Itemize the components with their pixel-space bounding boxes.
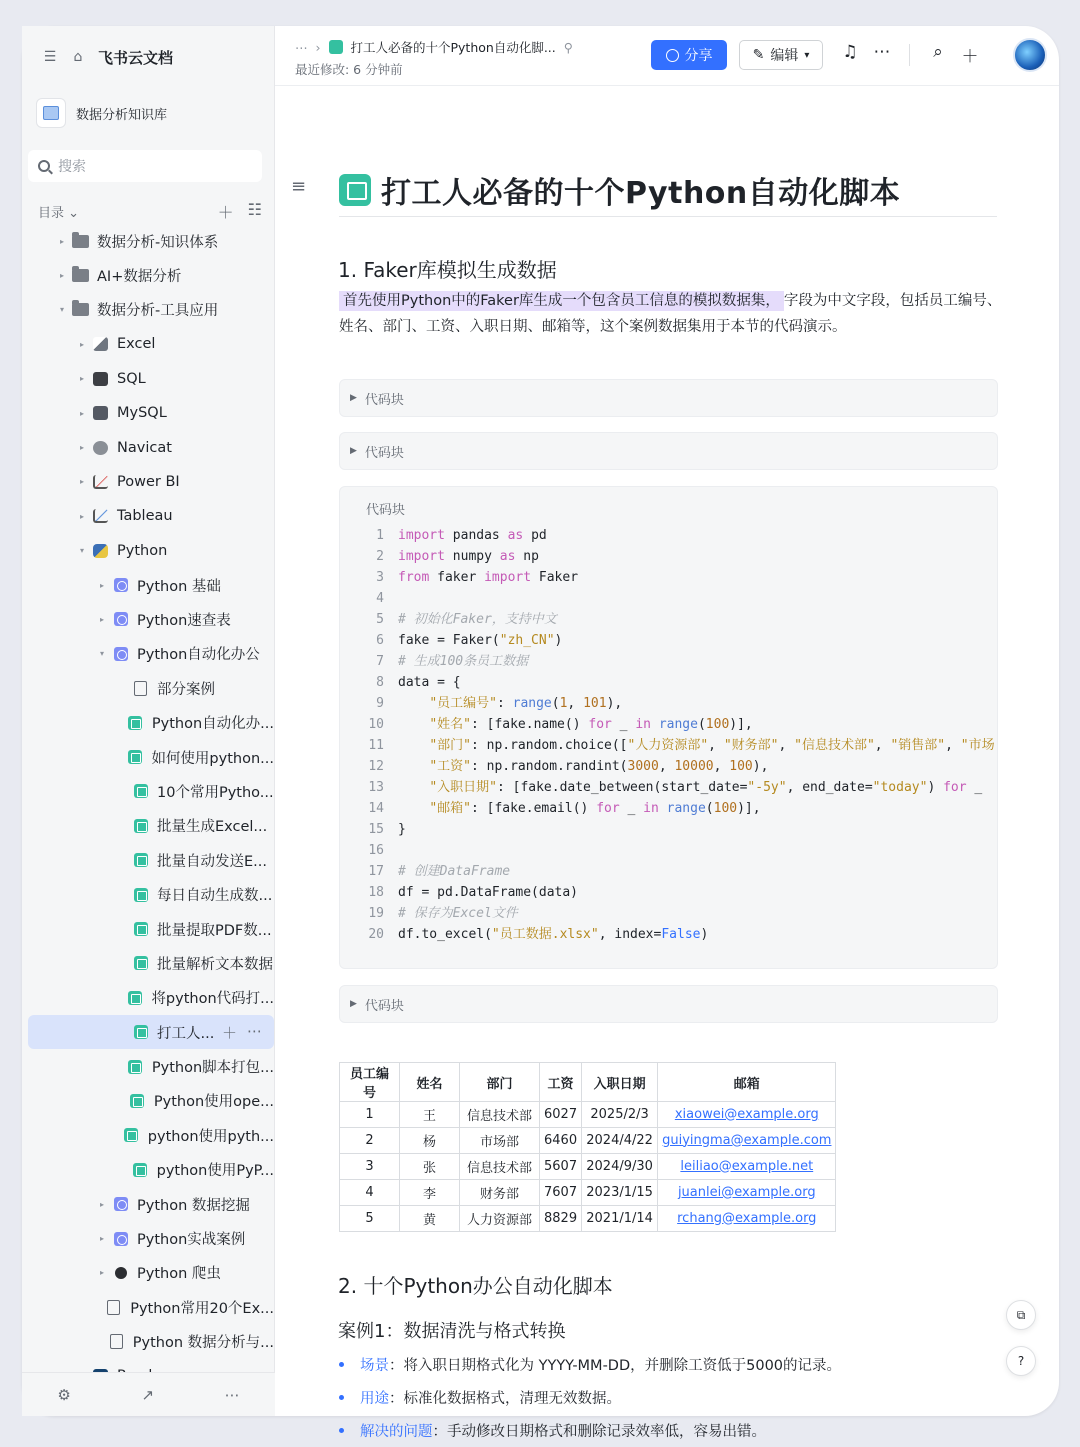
sidebar-search[interactable] [28, 150, 262, 182]
wiki-icon [112, 646, 129, 661]
tree-item-label: Python自动化办... [151, 716, 274, 733]
sidebar-tree-item[interactable] [28, 740, 274, 774]
pencil-icon: ✎ [752, 47, 765, 63]
mysql-icon [92, 406, 109, 421]
collapse-sidebar-icon[interactable]: ☰ [43, 49, 57, 65]
more-icon[interactable]: ⋯ [224, 1385, 240, 1404]
bullet-item[interactable] [339, 1348, 841, 1381]
bullet-dot [339, 1428, 344, 1433]
expand-toggle-icon[interactable]: ▸ [99, 614, 104, 624]
code-content: 1 import pandas as pd 2 import numpy as np 3 from faker import Faker 4 5 # 初始化Faker，支持中文 6 fake = Faker("zh_CN") 7 # 生成100条员工数据 8 data = { 9 "员工编号": range(1, 101), 10 "姓名": [fake.name() for _ in range(100)], 11 "部门": np.random.choice(["人力资源部", "财务部", "信息技术部", "销售部", "市场 12 "工资": np.random.randint(3000, 10000, 100), 13 "入职日期": [fake.date_between(start_date="-5y", end_date="today") for _ 14 "邮箱": [fake.email() for _ in range(100)], 15 } 16 17 # 创建DataFrame 18 df = pd.DataFrame(data) 19 # 保存为Excel文件 20 df.to_excel("员工数据.xlsx", index=False) [368, 528, 995, 942]
sidebar-tree-item[interactable] [28, 327, 274, 361]
folder-icon [72, 268, 89, 283]
toc-label[interactable]: 目录 ⌄ [38, 206, 80, 221]
knowledge-base-name: 数据分析知识库 [76, 107, 168, 123]
table-cell: 6460 [540, 1128, 582, 1154]
sidebar-tree-item[interactable] [28, 912, 274, 946]
sql-icon [92, 371, 109, 386]
doc-icon [127, 715, 144, 730]
sidebar-tree-item[interactable] [28, 293, 274, 327]
wiki-icon [112, 578, 129, 593]
sidebar-tree-item[interactable] [28, 396, 274, 430]
home-icon[interactable]: ⌂ [73, 49, 83, 65]
navicat-icon [92, 440, 109, 455]
tree-item-label: Python 数据分析与... [132, 1335, 274, 1352]
folder-icon [72, 234, 89, 249]
expand-toggle-icon[interactable]: ▾ [59, 305, 64, 315]
column-header: 部门 [460, 1063, 540, 1102]
doc-icon [132, 1162, 149, 1177]
email-link[interactable]: juanlei@example.org [658, 1180, 836, 1206]
email-link[interactable]: xiaowei@example.org [658, 1102, 836, 1128]
expand-toggle-icon[interactable]: ▸ [79, 408, 84, 418]
highlighted-text: 首先使用Python中的Faker库生成一个包含员工信息的模拟数据集， [339, 291, 784, 311]
table-header-row [340, 1063, 836, 1102]
bullet-text: 将入职日期格式化为 YYYY-MM-DD，并删除工资低于5000的记录。 [403, 1358, 842, 1374]
expand-toggle-icon[interactable]: ▸ [79, 339, 84, 349]
tree-item-label: Python脚本打包... [151, 1060, 274, 1077]
sidebar-tree-item[interactable] [28, 430, 274, 464]
avatar[interactable] [1013, 38, 1047, 72]
table-cell: 7607 [540, 1180, 582, 1206]
paragraph-text: 字段为中文字段，包括员工编号、姓名、部门、工资、入职日期、邮箱等，这个案例数据集用于本节的代码演示。 [339, 293, 1002, 335]
collapsed-code-block[interactable] [339, 432, 998, 470]
tree-item-label: 批量生成Excel... [157, 819, 268, 836]
table-cell: 信息技术部 [460, 1102, 540, 1128]
doc-tree [28, 224, 274, 1393]
bullet-text: 手动修改日期格式和删除记录效率低，容易出错。 [447, 1424, 766, 1440]
tree-item-label: 将python代码打... [151, 991, 274, 1008]
wiki-icon [112, 612, 129, 627]
bell-icon[interactable]: ♫ [842, 42, 858, 62]
tableau-icon [92, 509, 109, 524]
table-cell: 2024/9/30 [582, 1154, 658, 1180]
doc-icon [132, 1025, 149, 1040]
bullet-key: 场景 [360, 1358, 389, 1374]
search-icon[interactable]: ⌕ [933, 42, 943, 62]
sidebar-tree-item[interactable] [28, 1049, 274, 1083]
share-button[interactable] [651, 40, 727, 70]
email-link[interactable]: leiliao@example.net [658, 1154, 836, 1180]
breadcrumb-more-icon[interactable]: ⋯ [295, 39, 308, 55]
breadcrumb [295, 38, 573, 56]
column-header: 邮箱 [658, 1063, 836, 1102]
table-cell: 1 [340, 1102, 400, 1128]
expand-toggle-icon[interactable]: ▸ [79, 374, 84, 384]
sidebar-tree-item[interactable] [28, 1015, 274, 1049]
doc-title[interactable]: 打工人必备的十个Python自动化脚本 [381, 176, 901, 211]
tree-item-label: 数据分析-工具应用 [97, 303, 219, 320]
doc-icon [126, 750, 143, 765]
table-cell: 张 [400, 1154, 460, 1180]
expand-icon: ▶ [350, 999, 357, 1009]
more-options-icon[interactable]: ⋯ [873, 42, 891, 62]
tree-item-label: 部分案例 [157, 681, 215, 698]
expand-toggle-icon[interactable]: ▸ [79, 443, 84, 453]
toc-list-icon[interactable]: ☷ [247, 200, 262, 219]
tree-item-label: Tableau [117, 508, 173, 525]
doc-icon [132, 784, 149, 799]
doc-icon [132, 853, 149, 868]
bullet-colon: ： [389, 1391, 404, 1407]
tree-item-label: Python 数据挖掘 [137, 1197, 250, 1214]
bullet-item[interactable] [339, 1381, 841, 1414]
page-icon [105, 1300, 122, 1315]
edit-mode-button[interactable] [739, 40, 823, 70]
table-row [340, 1154, 836, 1180]
sidebar-top [42, 44, 173, 70]
code-block-label: 代码块 [366, 503, 406, 518]
knowledge-base-icon [36, 98, 66, 128]
doc-icon [127, 1059, 144, 1074]
intro-paragraph[interactable] [339, 288, 1004, 340]
doc-title-row [339, 168, 900, 212]
sidebar-tree-item[interactable] [28, 1084, 274, 1118]
chevron-down-icon: ▾ [804, 49, 810, 61]
tree-item-label: Python自动化办公 [137, 647, 260, 664]
email-link[interactable]: guiyingma@example.com [658, 1128, 836, 1154]
search-placeholder: 搜索 [58, 159, 86, 175]
tree-item-label: Navicat [117, 439, 172, 456]
table-cell: 市场部 [460, 1128, 540, 1154]
tree-item-label: 数据分析-知识体系 [97, 234, 219, 251]
share-label: 分享 [684, 48, 713, 64]
doc-icon[interactable] [339, 174, 371, 206]
sidebar-tree-item[interactable] [28, 465, 274, 499]
bullet-dot [339, 1395, 344, 1400]
last-modified: 最近修改: 6 分钟前 [295, 62, 403, 77]
app-brand: 飞书云文档 [98, 48, 174, 67]
sidebar-tree-item[interactable] [28, 499, 274, 533]
copy-link-icon[interactable]: ⧉ [1006, 1300, 1036, 1330]
page-icon [108, 1334, 125, 1349]
sidebar-tree-item[interactable] [28, 637, 274, 671]
collapsed-code-block[interactable] [339, 379, 998, 417]
bullet-key: 解决的问题 [360, 1424, 433, 1440]
table-cell: 2025/2/3 [582, 1102, 658, 1128]
breadcrumb-title[interactable]: 打工人必备的十个Python自动化脚... [350, 40, 556, 55]
sidebar-tree-item[interactable] [28, 981, 274, 1015]
doc-body [275, 86, 1059, 1440]
tree-item-label: 批量自动发送E... [157, 853, 267, 870]
doc-icon [132, 956, 149, 971]
add-child-icon[interactable]: ＋ [221, 1023, 237, 1042]
sidebar-tree-item[interactable] [28, 774, 274, 808]
tree-item-label: 如何使用python... [151, 750, 274, 767]
spider-icon [112, 1265, 129, 1280]
expand-toggle-icon[interactable]: ▸ [79, 477, 84, 487]
table-cell: 2 [340, 1128, 400, 1154]
table-cell: 2023/1/15 [582, 1180, 658, 1206]
expand-icon: ▶ [350, 393, 357, 403]
column-header: 姓名 [400, 1063, 460, 1102]
table-cell: 杨 [400, 1128, 460, 1154]
pin-icon[interactable]: ⚲ [563, 39, 573, 55]
section-heading-1[interactable]: 1. Faker库模拟生成数据 [338, 258, 557, 282]
expand-toggle-icon[interactable]: ▸ [99, 580, 104, 590]
sidebar-tree-item[interactable] [28, 1153, 274, 1187]
python-icon [92, 543, 109, 558]
tree-item-label: MySQL [117, 405, 167, 422]
sidebar-footer [22, 1372, 275, 1416]
doc-header [275, 26, 1059, 86]
table-cell: 2024/4/22 [582, 1128, 658, 1154]
chevron-right-icon: › [315, 39, 321, 55]
excel-icon [92, 337, 109, 352]
sidebar-tree-item[interactable] [28, 362, 274, 396]
expand-toggle-icon[interactable]: ▸ [59, 271, 64, 281]
column-header: 工资 [540, 1063, 582, 1102]
help-icon[interactable]: ? [1006, 1346, 1036, 1376]
sidebar-tree-item[interactable] [28, 843, 274, 877]
settings-icon[interactable]: ⚙ [57, 1385, 71, 1404]
powerbi-icon [92, 474, 109, 489]
outline-icon[interactable]: ≡ [291, 176, 307, 197]
doc-icon [132, 887, 149, 902]
app-window [22, 26, 1059, 1440]
table-cell: 财务部 [460, 1180, 540, 1206]
expand-toggle-icon[interactable]: ▸ [99, 1268, 104, 1278]
bullet-colon: ： [389, 1358, 404, 1374]
add-icon[interactable]: ＋ [217, 203, 234, 222]
sidebar-tree-item[interactable] [28, 671, 274, 705]
tree-item-label: 批量提取PDF数... [157, 922, 272, 939]
share-out-icon[interactable]: ↗ [141, 1385, 155, 1404]
case-heading[interactable]: 案例1：数据清洗与格式转换 [338, 1321, 566, 1342]
bullet-list [339, 1348, 841, 1447]
sidebar-tree-item[interactable] [28, 1325, 274, 1359]
table-row [340, 1180, 836, 1206]
column-header: 入职日期 [582, 1063, 658, 1102]
sidebar-tree-item[interactable] [28, 705, 274, 739]
expand-toggle-icon[interactable]: ▸ [99, 1234, 104, 1244]
table-row [340, 1206, 836, 1232]
table-cell: 信息技术部 [460, 1154, 540, 1180]
sidebar-tree-item[interactable] [28, 1118, 274, 1152]
bullet-colon: ： [432, 1424, 447, 1440]
expand-toggle-icon[interactable]: ▸ [99, 1199, 104, 1209]
doc-icon [132, 818, 149, 833]
table-cell: 6027 [540, 1102, 582, 1128]
table-cell: 人力资源部 [460, 1206, 540, 1232]
tree-item-label: 批量解析文本数据 [157, 956, 273, 973]
table-row [340, 1128, 836, 1154]
more-icon[interactable]: ⋯ [247, 1021, 262, 1040]
tree-item-label: Python速查表 [137, 612, 231, 629]
doc-icon [123, 1128, 140, 1143]
sidebar [22, 26, 275, 1416]
sidebar-tree-item[interactable] [28, 1256, 274, 1290]
code-block-label: 代码块 [364, 998, 404, 1014]
tree-item-label: Python使用ope... [153, 1094, 274, 1111]
table-cell: 3 [340, 1154, 400, 1180]
sidebar-tree-item[interactable] [28, 1290, 274, 1324]
expand-toggle-icon[interactable]: ▾ [99, 649, 104, 659]
employee-table [339, 1062, 836, 1232]
bullet-key: 用途 [360, 1391, 389, 1407]
column-header: 员工编号 [340, 1063, 400, 1102]
table-row [340, 1102, 836, 1128]
code-block[interactable] [339, 486, 998, 969]
tree-item-label: Python [117, 542, 168, 559]
tree-item-label: python使用pyth... [147, 1128, 274, 1145]
table-cell: 4 [340, 1180, 400, 1206]
toc-header [38, 200, 262, 223]
table-cell: 8829 [540, 1206, 582, 1232]
sidebar-tree-item[interactable] [28, 602, 274, 636]
expand-toggle-icon[interactable]: ▾ [79, 546, 84, 556]
tree-item-label: python使用PyP... [156, 1163, 274, 1180]
doc-icon [129, 1093, 146, 1108]
section-heading-2[interactable]: 2. 十个Python办公自动化脚本 [338, 1274, 613, 1298]
table-cell: 黄 [400, 1206, 460, 1232]
page-icon [132, 681, 149, 696]
header-divider [909, 44, 910, 66]
tree-item-label: Python常用20个Ex... [130, 1300, 274, 1317]
table-cell: 5607 [540, 1154, 582, 1180]
tree-item-label: Python 爬虫 [137, 1266, 221, 1283]
expand-toggle-icon[interactable]: ▸ [79, 511, 84, 521]
new-icon[interactable]: ＋ [961, 47, 979, 67]
sidebar-tree-item[interactable] [28, 1221, 274, 1255]
expand-icon: ▶ [350, 446, 357, 456]
sidebar-tree-item[interactable] [28, 534, 274, 568]
wiki-icon [112, 1197, 129, 1212]
globe-icon [666, 49, 679, 62]
sidebar-tree-item[interactable] [28, 809, 274, 843]
table-cell: 5 [340, 1206, 400, 1232]
sidebar-tree-item[interactable] [28, 1187, 274, 1221]
table-cell: 王 [400, 1102, 460, 1128]
sidebar-tree-item[interactable] [28, 224, 274, 258]
folder-icon [72, 302, 89, 317]
doc-icon [126, 990, 143, 1005]
bullet-text: 标准化数据格式，清理无效数据。 [403, 1391, 621, 1407]
knowledge-base-header[interactable] [36, 98, 167, 128]
edit-label: 编辑 [770, 48, 799, 64]
tree-item-label: Python 基础 [137, 578, 221, 595]
wiki-icon [112, 1231, 129, 1246]
doc-icon [132, 922, 149, 937]
sidebar-tree-item[interactable] [28, 568, 274, 602]
search-icon [38, 160, 50, 172]
table-cell: 2021/1/14 [582, 1206, 658, 1232]
tree-item-label: AI+数据分析 [97, 269, 182, 286]
expand-toggle-icon[interactable]: ▸ [59, 236, 64, 246]
bullet-dot [339, 1362, 344, 1367]
table-cell: 李 [400, 1180, 460, 1206]
tree-item-label: Excel [117, 336, 156, 353]
tree-item-label: SQL [117, 370, 146, 387]
tree-item-label: 每日自动生成数... [157, 888, 273, 905]
tree-item-label: 打工人... [157, 1025, 215, 1042]
code-block-label: 代码块 [364, 445, 404, 461]
sidebar-tree-item[interactable] [28, 946, 274, 980]
sidebar-tree-item[interactable] [28, 258, 274, 292]
collapsed-code-block[interactable] [339, 985, 998, 1023]
email-link[interactable]: rchang@example.org [658, 1206, 836, 1232]
doc-mini-icon [329, 40, 343, 54]
title-divider [339, 216, 997, 217]
tree-item-label: 10个常用Pytho... [157, 784, 274, 801]
code-block-label: 代码块 [364, 392, 404, 408]
tree-item-label: Python实战案例 [137, 1232, 246, 1249]
bullet-item[interactable] [339, 1414, 841, 1447]
tree-item-label: Power BI [117, 473, 180, 490]
sidebar-tree-item[interactable] [28, 877, 274, 911]
